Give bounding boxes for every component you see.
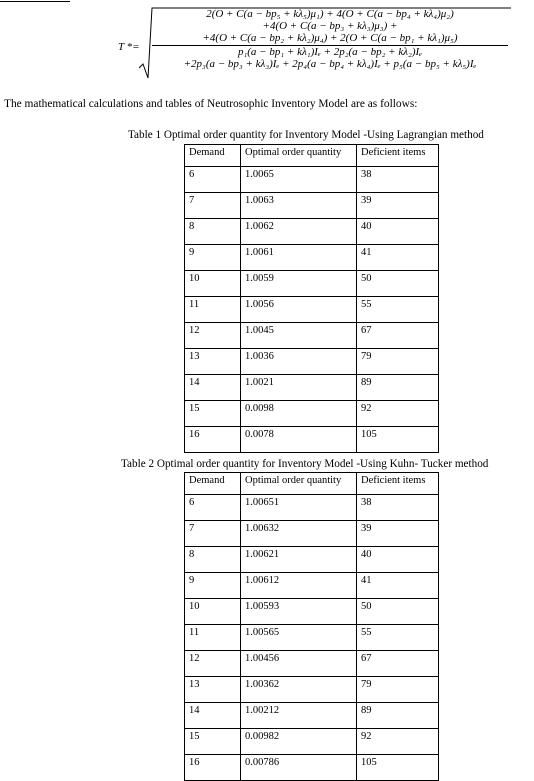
demand-cell: 10 [185, 271, 241, 297]
deficient-items-cell: 89 [357, 375, 439, 401]
demand-cell: 7 [185, 521, 241, 547]
demand-cell: 11 [185, 625, 241, 651]
demand-cell: 9 [185, 573, 241, 599]
table-row [185, 375, 439, 401]
demand-cell: 9 [185, 245, 241, 271]
deficient-items-cell: 92 [357, 401, 439, 427]
table-row [185, 323, 439, 349]
table-row [185, 625, 439, 651]
deficient-items-cell: 38 [357, 167, 439, 193]
optimal-order-quantity-cell: 1.00456 [241, 651, 357, 677]
demand-cell: 12 [185, 651, 241, 677]
optimal-order-quantity-cell: 1.0021 [241, 375, 357, 401]
table-row [185, 271, 439, 297]
column-header-demand: Demand [185, 145, 241, 167]
demand-cell: 13 [185, 677, 241, 703]
demand-cell: 16 [185, 755, 241, 781]
deficient-items-cell: 38 [357, 495, 439, 521]
demand-cell: 15 [185, 401, 241, 427]
header-rule [0, 1, 70, 2]
table-row [185, 677, 439, 703]
table-row [185, 547, 439, 573]
table-row [185, 427, 439, 453]
optimal-order-quantity-cell: 1.0061 [241, 245, 357, 271]
table-row [185, 495, 439, 521]
column-header-demand: Demand [185, 473, 241, 495]
numerator-line-2: +4(O + C(a − bp₃ + kλ₃)μ₃) + [262, 20, 398, 32]
deficient-items-cell: 39 [357, 521, 439, 547]
demand-cell: 14 [185, 375, 241, 401]
table-header-row [185, 145, 439, 167]
column-header-optimal-order-quantity: Optimal order quantity [241, 145, 357, 167]
optimal-order-quantity-cell: 1.00621 [241, 547, 357, 573]
optimal-order-quantity-cell: 1.0059 [241, 271, 357, 297]
table-row [185, 729, 439, 755]
optimal-order-quantity-cell: 0.0098 [241, 401, 357, 427]
table-row [185, 401, 439, 427]
table-row [185, 193, 439, 219]
deficient-items-cell: 105 [357, 755, 439, 781]
denominator-line-1: p₁(a − bp₁ + kλ₁)Iₑ + 2p₂(a − bp₂ + kλ₂)Iₑ [237, 46, 423, 58]
demand-cell: 14 [185, 703, 241, 729]
deficient-items-cell: 50 [357, 599, 439, 625]
deficient-items-cell: 40 [357, 547, 439, 573]
column-header-deficient-items: Deficient items [357, 145, 439, 167]
table-row [185, 297, 439, 323]
optimal-order-quantity-cell: 1.00565 [241, 625, 357, 651]
demand-cell: 8 [185, 219, 241, 245]
optimal-order-quantity-cell: 0.0078 [241, 427, 357, 453]
formula-lhs: T *= [118, 41, 140, 53]
table-1-caption: Table 1 Optimal order quantity for Inventory Model -Using Lagrangian method [128, 129, 484, 141]
table-row [185, 167, 439, 193]
optimal-order-quantity-cell: 1.00632 [241, 521, 357, 547]
deficient-items-cell: 40 [357, 219, 439, 245]
table-row [185, 755, 439, 781]
deficient-items-cell: 79 [357, 349, 439, 375]
demand-cell: 13 [185, 349, 241, 375]
demand-cell: 6 [185, 495, 241, 521]
optimal-order-quantity-cell: 1.00593 [241, 599, 357, 625]
table-row [185, 349, 439, 375]
optimal-order-quantity-cell: 1.00651 [241, 495, 357, 521]
deficient-items-cell: 67 [357, 651, 439, 677]
deficient-items-cell: 55 [357, 625, 439, 651]
deficient-items-cell: 79 [357, 677, 439, 703]
table-row [185, 521, 439, 547]
table-row [185, 573, 439, 599]
optimal-order-quantity-cell: 1.0036 [241, 349, 357, 375]
deficient-items-cell: 67 [357, 323, 439, 349]
intro-paragraph: The mathematical calculations and tables of Neutrosophic Inventory Model are as follows: [4, 98, 418, 110]
table-1 [184, 144, 439, 453]
demand-cell: 7 [185, 193, 241, 219]
column-header-optimal-order-quantity: Optimal order quantity [241, 473, 357, 495]
numerator-line-3: +4(O + C(a − bp₂ + kλ₂)μ₄) + 2(O + C(a − bp₁ + kλ₁)μ₅) [202, 32, 458, 44]
table-row [185, 245, 439, 271]
optimal-order-quantity-cell: 1.00212 [241, 703, 357, 729]
table-row [185, 703, 439, 729]
deficient-items-cell: 50 [357, 271, 439, 297]
column-header-deficient-items: Deficient items [357, 473, 439, 495]
deficient-items-cell: 92 [357, 729, 439, 755]
numerator-line-1: 2(O + C(a − bp₅ + kλ₅)μ₁) + 4(O + C(a − bp₄ + kλ₄)μ₂) [206, 8, 454, 20]
deficient-items-cell: 105 [357, 427, 439, 453]
table-2 [184, 472, 439, 781]
table-header-row [185, 473, 439, 495]
deficient-items-cell: 39 [357, 193, 439, 219]
table-2-caption: Table 2 Optimal order quantity for Inventory Model -Using Kuhn- Tucker method [121, 458, 489, 470]
table-row [185, 651, 439, 677]
demand-cell: 10 [185, 599, 241, 625]
optimal-order-quantity-cell: 1.00612 [241, 573, 357, 599]
optimal-order-quantity-cell: 1.0062 [241, 219, 357, 245]
optimal-order-quantity-cell: 0.00982 [241, 729, 357, 755]
optimal-order-quantity-cell: 1.0065 [241, 167, 357, 193]
demand-cell: 11 [185, 297, 241, 323]
optimal-order-quantity-cell: 1.0063 [241, 193, 357, 219]
deficient-items-cell: 55 [357, 297, 439, 323]
deficient-items-cell: 41 [357, 573, 439, 599]
denominator-line-2: +2p₃(a − bp₃ + kλ₃)Iₑ + 2p₄(a − bp₄ + kλ₄)Iₑ + p₅(a − bp₅ + kλ₅)Iₑ [183, 58, 477, 70]
demand-cell: 6 [185, 167, 241, 193]
demand-cell: 8 [185, 547, 241, 573]
deficient-items-cell: 41 [357, 245, 439, 271]
table-row [185, 219, 439, 245]
demand-cell: 12 [185, 323, 241, 349]
optimal-order-quantity-cell: 1.0045 [241, 323, 357, 349]
optimal-order-quantity-cell: 1.00362 [241, 677, 357, 703]
table-row [185, 599, 439, 625]
optimal-order-quantity-cell: 1.0056 [241, 297, 357, 323]
demand-cell: 15 [185, 729, 241, 755]
formula-fraction [152, 8, 508, 70]
deficient-items-cell: 89 [357, 703, 439, 729]
demand-cell: 16 [185, 427, 241, 453]
optimal-order-quantity-cell: 0.00786 [241, 755, 357, 781]
